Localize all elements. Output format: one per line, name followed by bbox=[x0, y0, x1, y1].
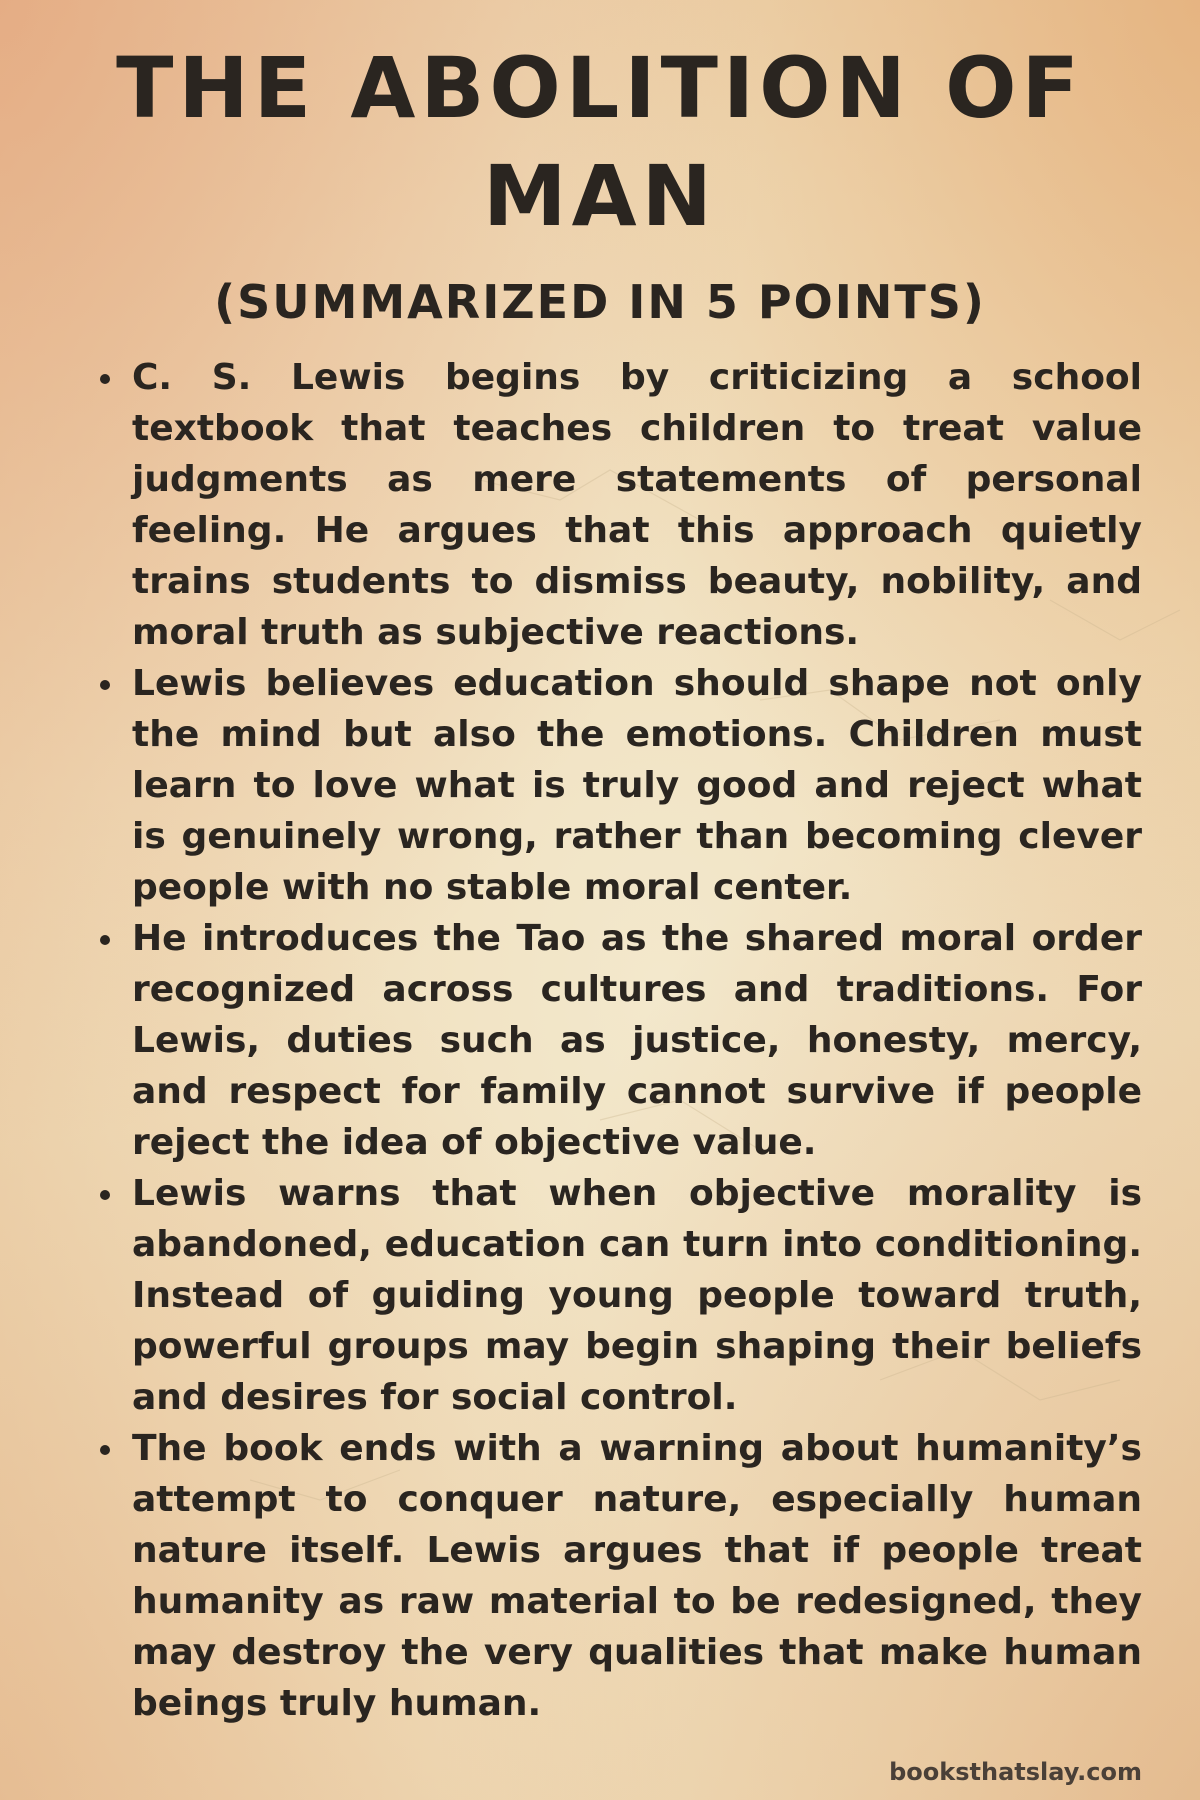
bullet-icon bbox=[100, 680, 110, 690]
summary-points-list bbox=[92, 352, 1142, 1729]
page-subtitle: (SUMMARIZED IN 5 POINTS) bbox=[214, 275, 986, 329]
summary-point bbox=[92, 1423, 1142, 1729]
summary-point bbox=[92, 352, 1142, 658]
summary-point-text: Lewis believes education should shape not only the mind but also the emotions. Children must learn to love what is truly good and reject what is genuinely wrong, rather than becoming clever people with no stable moral center. bbox=[132, 663, 1142, 908]
summary-point-text: Lewis warns that when objective morality is abandoned, education can turn into conditioning. Instead of guiding young people toward truth, powerful groups may begin shaping their beliefs and desires for social control. bbox=[132, 1173, 1142, 1418]
summary-point-text: C. S. Lewis begins by criticizing a school textbook that teaches children to treat value judgments as mere statements of personal feeling. He argues that this approach quietly trains students to dismiss beauty, nobility, and moral truth as subjective reactions. bbox=[132, 357, 1142, 653]
bullet-icon bbox=[100, 1445, 110, 1455]
page-title: THE ABOLITION OF MAN bbox=[116, 39, 1084, 245]
bullet-icon bbox=[100, 1190, 110, 1200]
bullet-icon bbox=[100, 374, 110, 384]
summary-point-text: The book ends with a warning about humanity’s attempt to conquer nature, especially human nature itself. Lewis argues that if people treat humanity as raw material to be redesigned, they may destroy the very qualities that make human beings truly human. bbox=[132, 1428, 1142, 1724]
bullet-icon bbox=[100, 935, 110, 945]
site-watermark: booksthatslay.com bbox=[889, 1758, 1142, 1786]
summary-point bbox=[92, 1168, 1142, 1423]
summary-point bbox=[92, 913, 1142, 1168]
summary-point bbox=[92, 658, 1142, 913]
summary-point-text: He introduces the Tao as the shared moral order recognized across cultures and traditions. For Lewis, duties such as justice, honesty, mercy, and respect for family cannot survive if people reject the idea of objective value. bbox=[132, 918, 1142, 1163]
